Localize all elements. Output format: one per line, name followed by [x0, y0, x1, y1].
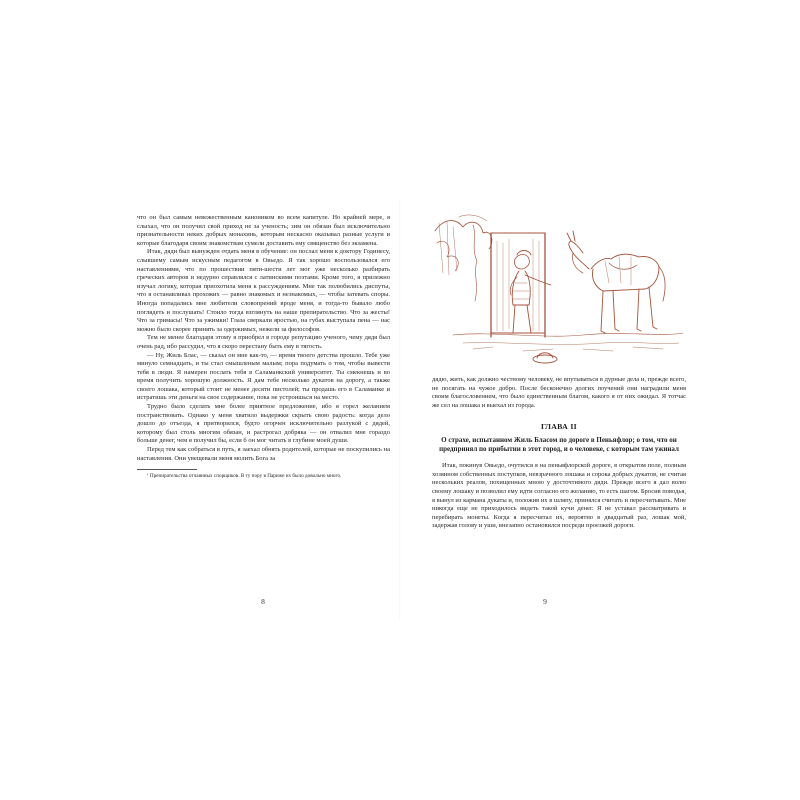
page-number: 8: [261, 597, 265, 606]
paragraph: Итак, дяди был вынужден отдать меня в обучение: он послал меня к доктору Годинесу, слывшему самым искусным педагогом в Овьедо. Я так хорошо воспользовался его наставлениями, что по прошествии пяти-шести лет мог уже несколько разбирать греческих авторов и недурно справлялся с латинскими поэтами. Кроме того, я прилежно изучал логику, которая приохотила меня к рассуждениям. Мне так полюбились диспуты, что я останавливал прохожих — равно знакомых и незнакомых, — чтобы затевать споры. Иногда попадались мне любители словопрений вроде меня, и тогда-то бывало любо поглядеть и послушать! Стоило тогда взглянуть на наше препирательство. Что за жесты! Что за гримасы! Что за ужимки! Глаза сверкали яростью, на губах выступала пена — нас можно было скорее принять за одержимых, нежели за философов.: [137, 248, 390, 333]
paragraph: дядю, жить, как должно честному человеку, не впутываться в дурные дела и, прежде всего, не посягать на чужое добро. После бесконечно долгих поучений они наградили меня своим благословением, что было единственным благом, какого я от них ожидал. Я тотчас же сел на лошака и выехал из города.: [432, 376, 686, 409]
footnote: ¹ Препирательства отчаянных спорщиков. В ту пору в Париже их было довольно много.: [147, 473, 342, 480]
paragraph: Итак, покинув Овьедо, очутился я на пеньяфлорской дороге, в открытом поле, полным хозяином собственных поступков, невзрачного лошака и сорока добрых дукатов, не считая нескольких реалов, похищенных мною у досточтимого дяди. Прежде всего я дал волю своему лошаку и позволил ему идти согласно его желанию, то есть шагом. Бросив поводья, я вынул из кармана дукаты и, положив их в шляпу, принялся считать и пересчитывать. Мне никогда еще не приходилось видеть такой кучи денег. Я не уставал рассматривать и перебирать монеты. Когда я пересчитал их, вероятно в двадцатый раз, лошак мой, задержав голову и уши, внезапно остановился посреди проезжей дороги.: [432, 462, 686, 530]
right-page: [400, 0, 800, 800]
chapter-title: ГЛАВА II: [541, 422, 577, 432]
left-text-column: [137, 214, 390, 480]
paragraph: что он был самым невежественным каноником во всем капитуле. Но крайней мере, я слыхал, что он получил свой приход не за ученость; зим он обязан был исключительно признательности неких добрых монахинь, которым нескасно оказывал разные услуги и которые благодаря своим знакомствам сумели доставить ему священство без экзамена.: [137, 214, 390, 247]
right-text-column: [432, 376, 686, 531]
chapter-heading: [432, 422, 686, 454]
paragraph: Тем не менее благодаря этому я приобрел в городе репутацию ученого, чему дядя был очень рад, ибо рассудил, что я скоро перестану быть ему в тягость.: [137, 334, 390, 350]
chapter-subtitle: О страхе, испытанном Жиль Бласом по дороге в Пеньяфлор; о том, что он предпринял по прибытии в этот город, и о человеке, с которым там ужинал: [439, 435, 679, 453]
paragraph: — Ну, Жиль Блас, — сказал он мне как-то, — время твоего детства прошло. Тебе уже минуло семнадцать, и ты стал смышленым малым; пора подумать о том, чтобы вывести тебя в люди. Я намерен послать тебя в Саламанкский университет. Ты смекнешь и во время получить хорошую должность. Я дам тебе несколько дукатов на дорогу, а также своего лошака, который стоит не менее десяти пистолей; ты продашь его в Саламанке и истратишь эти деньги на свое содержание, пока не устроишься на место.: [137, 351, 390, 402]
paragraph: Перед тем как собраться в путь, я заехал обнять родителей, которые не поскупились на наставления. Они увещевали меня молить Бога за: [137, 446, 390, 462]
footnote-rule: [137, 469, 197, 470]
paragraph: Трудно было сделать мне более приятное предложение, ибо я горел желанием постранствовать. Однако у меня хватило выдержки скрыть свою радость: когда дело дошло до отъезда, я притворился, будто огорчен исключительно разлукой с дядей, которому был столь многим обязан, и растрогал добряка — он отвалил мне гораздо больше денег, чем я получил бы, если б он мог читать в глубине моей души.: [137, 403, 390, 445]
page-number: 9: [543, 597, 547, 606]
